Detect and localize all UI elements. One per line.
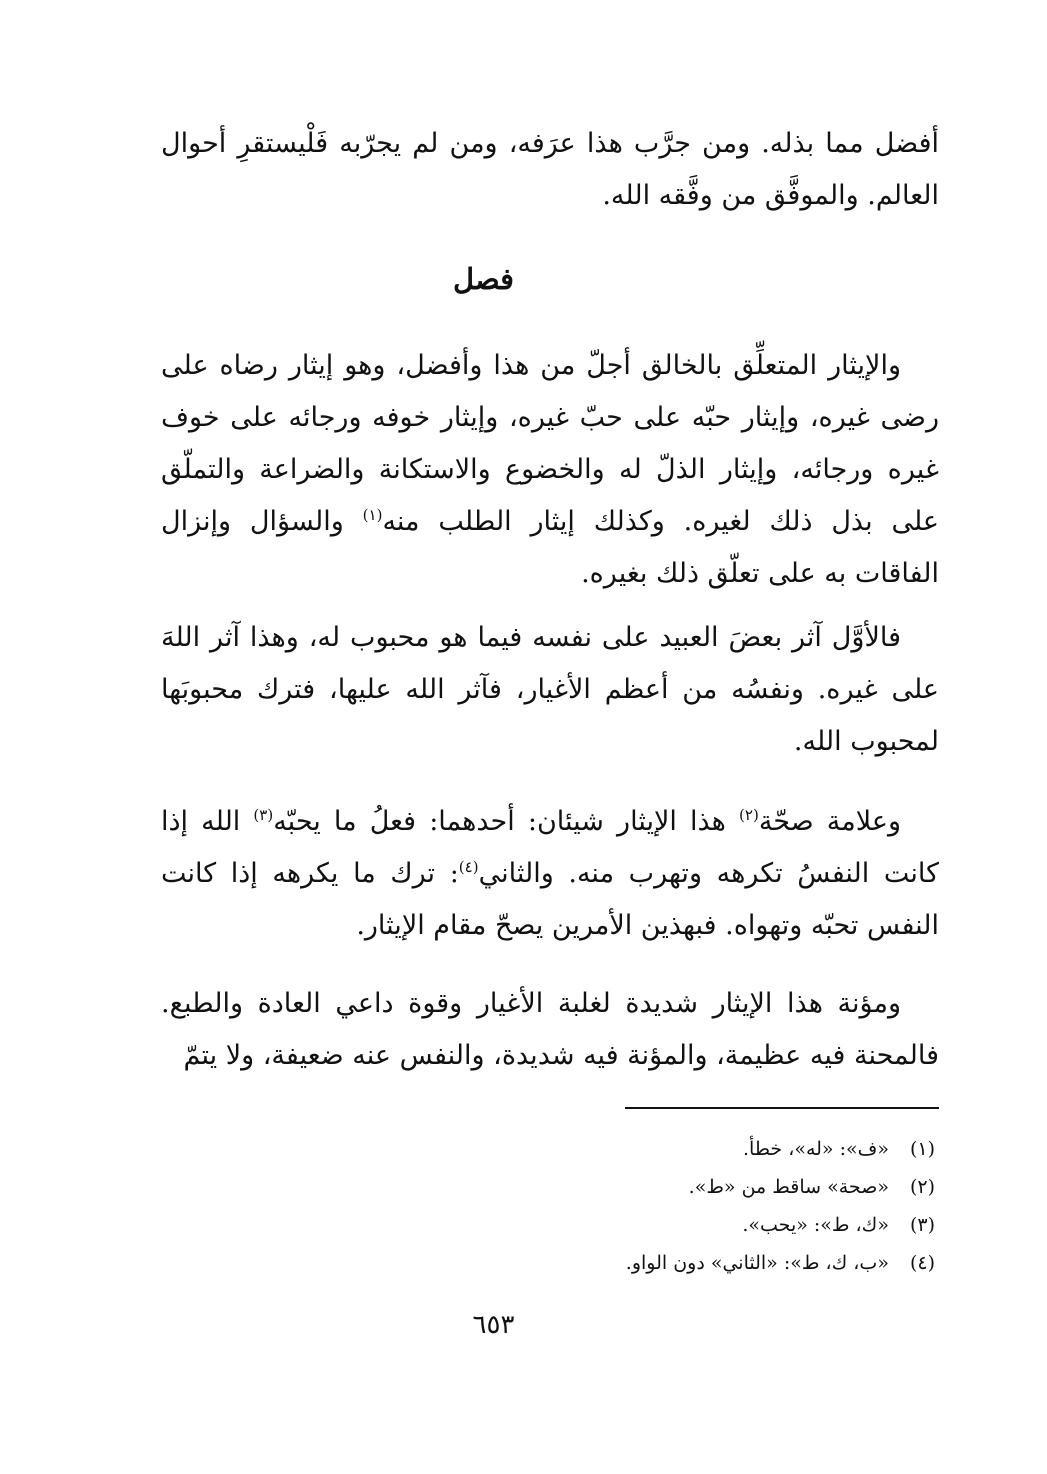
footnote-1 [375, 1130, 935, 1168]
footnotes [375, 1130, 935, 1282]
footnote-ref-4: (٤) [458, 858, 479, 876]
section-heading: فصل [453, 262, 514, 296]
intro-paragraph: أفضل مما بذله. ومن جرَّب هذا عرَفه، ومن لم يجرّبه فَلْيستقرِ أحوال العالم. والموفَّق من وفَّقه الله. [161, 128, 939, 211]
footnote-text: «ك، ط»: «يحب». [742, 1214, 889, 1236]
footnote-number: (٢) [909, 1176, 935, 1198]
paragraph-3-text-d: : ترك ما يكرهه إذا كانت النفس تحبّه وتهواه. فبهذين الأمرين يصحّ مقام الإيثار. [161, 858, 939, 941]
paragraph-1-text-a: والإيثار المتعلِّق بالخالق أجلّ من هذا وأفضل، وهو إيثار رضاه على رضى غيره، وإيثار حبّه على حبّ غيره، وإيثار خوفه ورجائه على خوف غيره ورجائه، وإيثار الذلّ له والخضوع والاستكانة والضراعة والتملّق على بذل ذلك لغيره. وكذلك إيثار الطلب منه [161, 350, 940, 537]
footnote-ref-3: (٣) [253, 806, 274, 824]
paragraph-4: ومؤنة هذا الإيثار شديدة لغلبة الأغيار وقوة داعي العادة والطبع. فالمحنة فيه عظيمة، والمؤنة فيه شديدة، والنفس عنه ضعيفة، ولا يتمّ [161, 988, 939, 1071]
paragraph-3-text-a: وعلامة صحّة [758, 806, 901, 837]
footnote-ref-2: (٢) [739, 806, 759, 824]
paragraph-2: فالأوَّل آثر بعضَ العبيد على نفسه فيما هو محبوب له، وهذا آثر اللهَ على غيره. ونفسُه من أعظم الأغيار، فآثر الله عليها، فترك محبوبَها لمحبوب الله. [161, 622, 939, 757]
footnote-separator [625, 1107, 939, 1109]
footnote-number: (٤) [909, 1252, 935, 1274]
footnote-text: «ف»: «له»، خطأ. [743, 1138, 889, 1160]
paragraph-3-text-b: هذا الإيثار شيئان: أحدهما: فعلُ ما يحبّه [273, 806, 740, 837]
footnote-text: «ب، ك، ط»: «الثاني» دون الواو. [625, 1252, 889, 1274]
footnote-ref-1: (١) [362, 506, 383, 524]
footnote-text: «صحة» ساقط من «ط». [688, 1176, 889, 1198]
footnote-number: (١) [909, 1138, 935, 1160]
footnote-2 [375, 1168, 935, 1206]
footnote-number: (٣) [909, 1214, 935, 1236]
paragraph-3 [161, 796, 939, 952]
paragraph-1-text-b: والسؤال وإنزال الفاقات به على تعلّق ذلك بغيره. [161, 506, 939, 589]
paragraph-3-text-c: الله إذا كانت النفسُ تكرهه وتهرب منه. والثاني [161, 806, 939, 889]
paragraph-1 [161, 340, 939, 600]
footnote-3 [375, 1206, 935, 1244]
page-number: ٦٥٣ [472, 1310, 515, 1340]
footnote-4 [375, 1244, 935, 1282]
